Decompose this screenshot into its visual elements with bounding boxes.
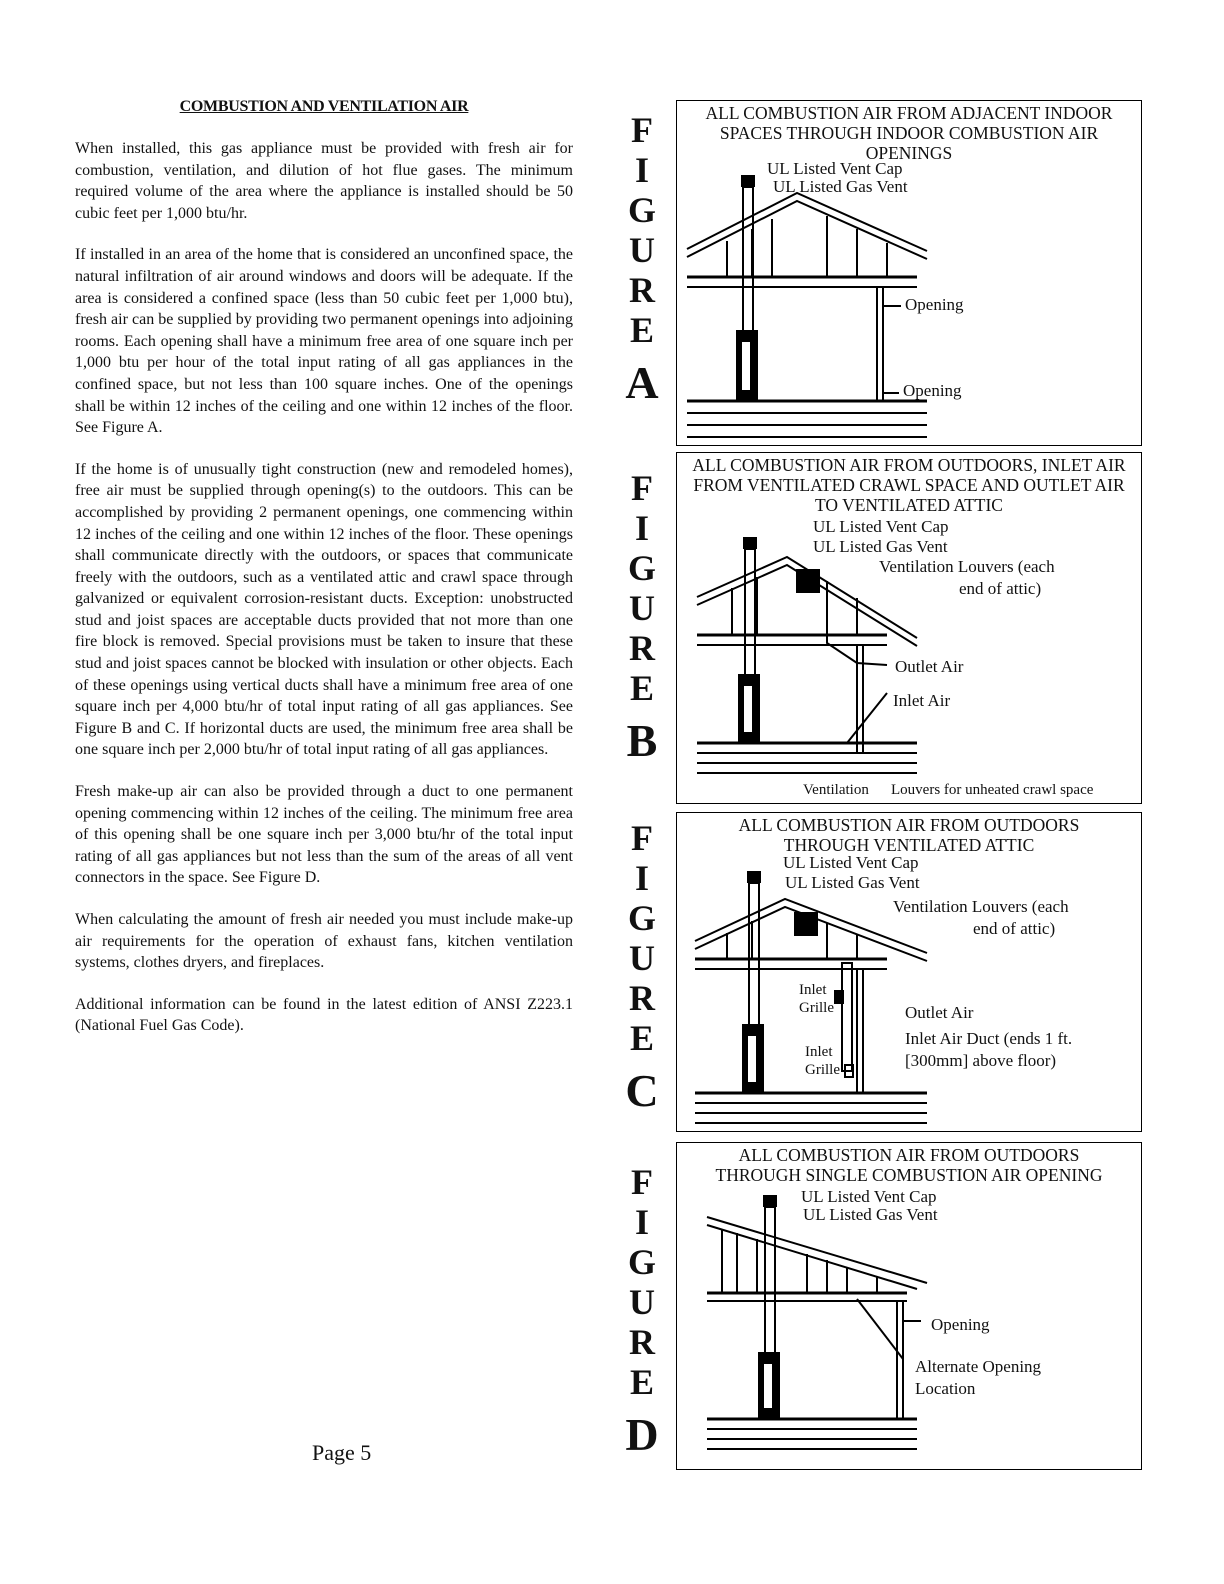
paragraph-6: Additional information can be found in the latest edition of ANSI Z223.1 (National Fuel Gas Code). [75,995,573,1035]
figure-c-label [610,818,674,1116]
figure-word-letter: U [629,230,655,270]
figure-c-inlet-grille-top: Inlet [799,982,827,998]
figure-b-gas-vent-label: UL Listed Gas Vent [813,537,948,556]
figure-word-letter: R [629,270,655,310]
figure-word-letter: I [634,508,649,548]
section-heading: COMBUSTION AND VENTILATION AIR [179,98,469,115]
figure-word-letter: E [629,668,654,708]
figure-a-vent-cap-label: UL Listed Vent Cap [767,159,903,178]
figure-a-gas-vent-label: UL Listed Gas Vent [773,177,908,196]
figure-word-letter: F [631,468,653,508]
text-column [75,98,573,1057]
figure-a-label [610,110,674,408]
figure-d-title: ALL COMBUSTION AIR FROM OUTDOORS THROUGH SINGLE COMBUSTION AIR OPENING [715,1145,1103,1185]
figure-word-letter: U [629,1282,655,1322]
figure-a-word [610,110,674,350]
figure-d-label [610,1162,674,1460]
figure-word-letter: G [627,1242,656,1282]
figure-d-opening-label: Opening [931,1315,990,1334]
figure-b-word [610,468,674,708]
figure-b-label [610,468,674,766]
paragraph-1: When installed, this gas appliance must be provided with fresh air for combustion, ventilation, and dilution of hot flue gases. The minimum required volume of the area where the appliance is installed should be 50 cubic feet per 1,000 btu/hr. [75,140,573,222]
figure-b-vent-cap-label: UL Listed Vent Cap [813,517,949,536]
figure-word-letter: G [627,898,656,938]
page-number: Page 5 [312,1440,372,1465]
figure-b-inlet-label: Inlet Air [893,691,951,710]
figure-word-letter: R [629,628,655,668]
figure-b-box [676,452,1142,804]
figure-word-letter: I [634,1202,649,1242]
figure-d-gas-vent-label: UL Listed Gas Vent [803,1205,938,1224]
figure-c-box [676,812,1142,1132]
figure-c-louvers-label-2: end of attic) [973,919,1056,938]
figure-a-box [676,100,1142,446]
figure-c-inlet-grille-bottom: Inlet [805,1044,833,1060]
figure-b-letter: B [626,715,658,766]
figure-d-alternate-label: Alternate Opening [915,1357,1042,1376]
figure-c-title: ALL COMBUSTION AIR FROM OUTDOORS THROUGH VENTILATED ATTIC [738,815,1080,855]
figure-word-letter: U [629,588,655,628]
figure-word-letter: R [629,1322,655,1362]
paragraph-2: If installed in an area of the home that is considered an unconfined space, the natural infiltration of air around windows and doors will be adequate. If the area is considered a confined space (less than 50 cubic feet per 1,000 btu), fresh air can be supplied by providing two permanent openings into adjoining rooms. Each opening shall have a minimum free area of one square inch per 1,000 btu per hour of the total input rating of all gas appliances in the confined space, but not less than 100 square inches. One of the openings shall be within 12 inches of the ceiling and one within 12 inches of the floor. See Figure A. [75,246,573,437]
figure-c-word [610,818,674,1058]
figure-d-alternate-label-2: Location [915,1379,976,1398]
paragraph-3: If the home is of unusually tight construction (new and remodeled homes), free air must be supplied through opening(s) to the outdoors. This can be accomplished by providing 2 permanent openings, one commencing within 12 inches of the ceiling and one within 12 inches of the floor. These openings shall communicate directly with the outdoors, or spaces that communicate freely with the outdoors, such as a ventilated attic and crawl space through galvanized or equivalent corrosion-resistant ducts. Exception: unobstructed stud and joist spaces are acceptable ducts provided that not more than one fire block is removed. Special provisions must be taken to insure that these stud and joist spaces cannot be blocked with insulation or other objects. Each of these openings using vertical ducts shall have a minimum free area of one square inch per 4,000 btu/hr of total input rating of all gas appliances. See Figure B and C. If horizontal ducts are used, the minimum free area shall be one square inch per 2,000 btu/hr of total input rating of all gas appliances. [75,460,573,759]
figure-word-letter: I [634,150,649,190]
figure-word-letter: U [629,938,655,978]
figure-d-letter: D [625,1409,659,1460]
figure-a-title: ALL COMBUSTION AIR FROM ADJACENT INDOOR SPACES THROUGH INDOOR COMBUSTION AIR OPENINGS [705,103,1113,163]
figure-b-title: ALL COMBUSTION AIR FROM OUTDOORS, INLET AIR FROM VENTILATED CRAWL SPACE AND OUTLET AIR TO VENTILATED ATTIC [692,455,1126,515]
figure-b-outlet-label: Outlet Air [895,657,964,676]
figure-c-inlet-grille-top-2: Grille [799,1000,834,1016]
figure-b-louvers-label-2: end of attic) [959,579,1042,598]
figure-a-opening-upper: Opening [905,295,964,314]
figure-c-outlet-label: Outlet Air [905,1003,974,1022]
figure-b-louvers-label: Ventilation Louvers (each [879,557,1055,576]
figure-a-opening-lower: Opening [903,381,962,400]
figure-word-letter: F [631,818,653,858]
figure-word-letter: E [629,1362,654,1402]
figure-b-drawing [677,453,1143,805]
figure-word-letter: E [629,1018,654,1058]
figure-a-letter: A [625,357,659,408]
figure-c-louvers-label: Ventilation Louvers (each [893,897,1069,916]
figure-c-inlet-grille-bottom-2: Grille [805,1062,840,1078]
figure-word-letter: R [629,978,655,1018]
figure-c-duct-label-2: [300mm] above floor) [905,1051,1057,1070]
figure-word-letter: F [631,110,653,150]
paragraph-5: When calculating the amount of fresh air needed you must include make-up air requirements for the operation of exhaust fans, kitchen ventilation systems, clothes dryers, and fireplaces. [75,911,573,972]
figure-b-crawl-label-a: Ventilation [803,782,869,798]
figure-b-crawl-label-b: Louvers for unheated crawl space [891,782,1094,798]
figure-c-letter: C [625,1065,659,1116]
figure-word-letter: G [627,190,656,230]
figure-word-letter: F [631,1162,653,1202]
figure-d-word [610,1162,674,1402]
figure-word-letter: E [629,310,654,350]
figure-c-gas-vent-label: UL Listed Gas Vent [785,873,920,892]
figure-c-vent-cap-label: UL Listed Vent Cap [783,853,919,872]
figure-c-duct-label: Inlet Air Duct (ends 1 ft. [905,1029,1073,1048]
figure-word-letter: G [627,548,656,588]
figure-word-letter: I [634,858,649,898]
figure-d-vent-cap-label: UL Listed Vent Cap [801,1187,937,1206]
paragraph-4: Fresh make-up air can also be provided through a duct to one permanent opening commencing within 12 inches of the ceiling. The minimum free area of this opening shall be one square inch per 3,000 btu/hr of the total input rating of all gas appliances but not less than the sum of the areas of all vent connectors in the space. See Figure D. [75,783,573,887]
figure-d-box [676,1142,1142,1470]
